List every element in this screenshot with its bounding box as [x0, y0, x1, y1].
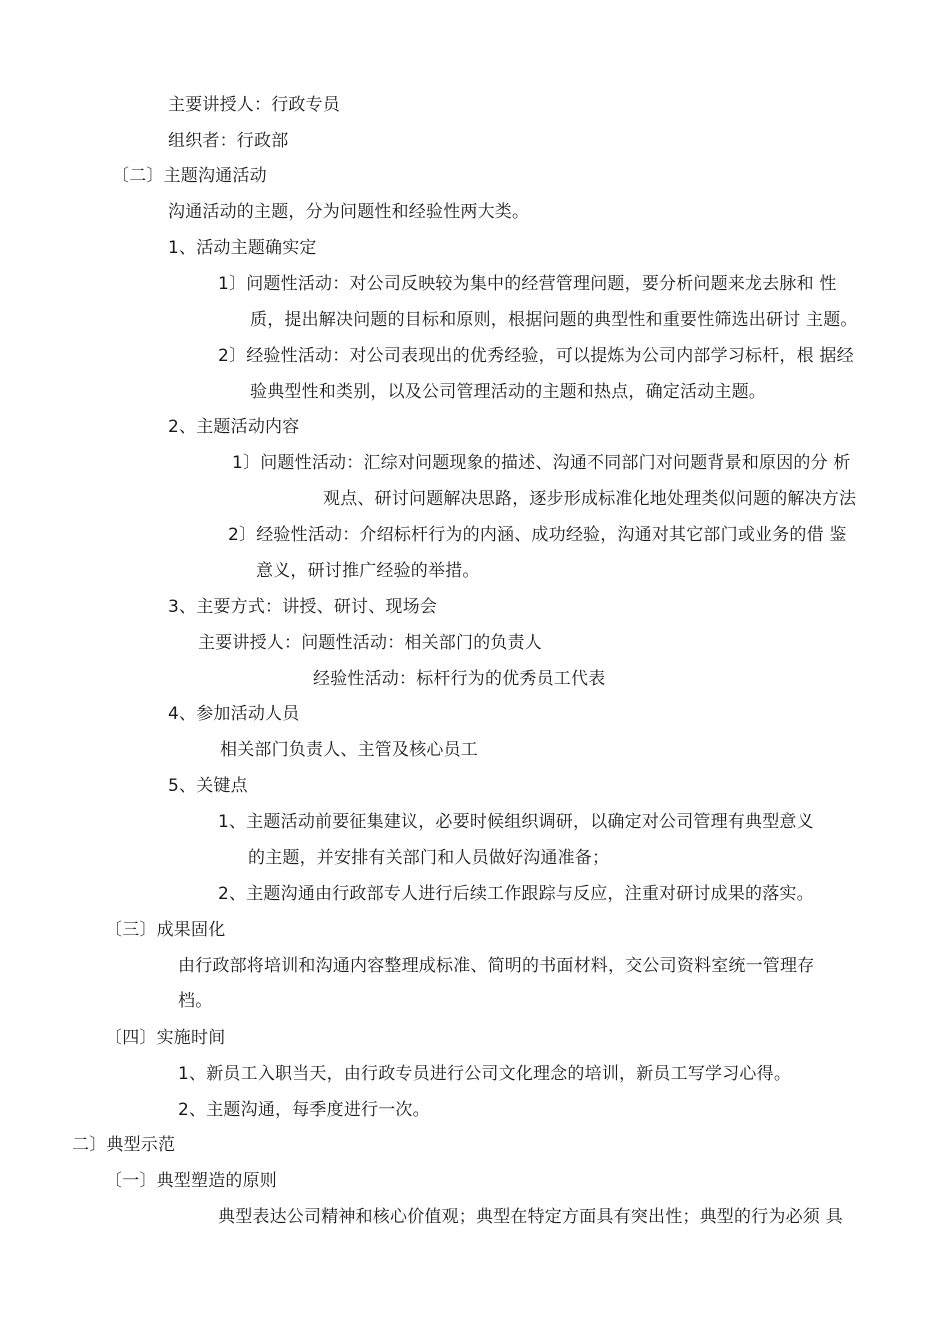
text-line: 质，提出解决问题的目标和原则，根据问题的典型性和重要性筛选出研讨 主题。: [250, 310, 858, 330]
text-line: 典型表达公司精神和核心价值观；典型在特定方面具有突出性；典型的行为必须 具: [218, 1207, 843, 1227]
text-line: 1〕问题性活动：汇综对问题现象的描述、沟通不同部门对问题背景和原因的分 析: [232, 453, 851, 473]
subsection-heading: 1、活动主题确实定: [168, 238, 317, 258]
text-line: 意义，研讨推广经验的举措。: [256, 561, 480, 581]
text-line: 2、主题沟通，每季度进行一次。: [178, 1100, 430, 1120]
subsection-heading: 2、主题活动内容: [168, 417, 300, 437]
text-line: 观点、研讨问题解决思路，逐步形成标准化地处理类似问题的解决方法: [323, 489, 857, 509]
section-heading: 〔二〕主题沟通活动: [112, 166, 267, 186]
subsection-heading: 5、关键点: [168, 776, 248, 796]
text-line: 相关部门负责人、主管及核心员工: [220, 740, 478, 760]
text-line: 2〕经验性活动：对公司表现出的优秀经验，可以提炼为公司内部学习标杆，根 据经: [218, 346, 854, 366]
text-line: 组织者：行政部: [168, 131, 289, 151]
section-heading: 〔一〕典型塑造的原则: [105, 1171, 277, 1191]
text-line: 经验性活动：标杆行为的优秀员工代表: [313, 669, 606, 689]
text-line: 1、主题活动前要征集建议，必要时候组织调研，以确定对公司管理有典型意义: [218, 812, 814, 832]
text-line: 2〕经验性活动：介绍标杆行为的内涵、成功经验，沟通对其它部门或业务的借 鉴: [228, 525, 847, 545]
section-heading: 〔三〕成果固化: [105, 920, 226, 940]
text-line: 档。: [178, 991, 213, 1011]
subsection-heading: 3、主要方式：讲授、研讨、现场会: [168, 597, 438, 617]
text-line: 1〕问题性活动：对公司反映较为集中的经营管理问题，要分析问题来龙去脉和 性: [218, 274, 837, 294]
text-line: 2、主题沟通由行政部专人进行后续工作跟踪与反应，注重对研讨成果的落实。: [218, 884, 814, 904]
text-line: 主要讲授人：问题性活动：相关部门的负责人: [198, 633, 542, 653]
text-line: 的主题，并安排有关部门和人员做好沟通准备；: [248, 848, 610, 868]
text-line: 沟通活动的主题，分为问题性和经验性两大类。: [168, 202, 530, 222]
text-line: 由行政部将培训和沟通内容整理成标准、简明的书面材料，交公司资料室统一管理存: [178, 956, 815, 976]
text-line: 验典型性和类别，以及公司管理活动的主题和热点，确定活动主题。: [250, 382, 766, 402]
subsection-heading: 4、参加活动人员: [168, 704, 300, 724]
section-heading: 〔四〕实施时间: [105, 1028, 226, 1048]
text-line: 1、新员工入职当天，由行政专员进行公司文化理念的培训，新员工写学习心得。: [178, 1064, 792, 1084]
text-line: 主要讲授人：行政专员: [168, 95, 340, 115]
chapter-heading: 二〕典型示范: [72, 1135, 176, 1155]
